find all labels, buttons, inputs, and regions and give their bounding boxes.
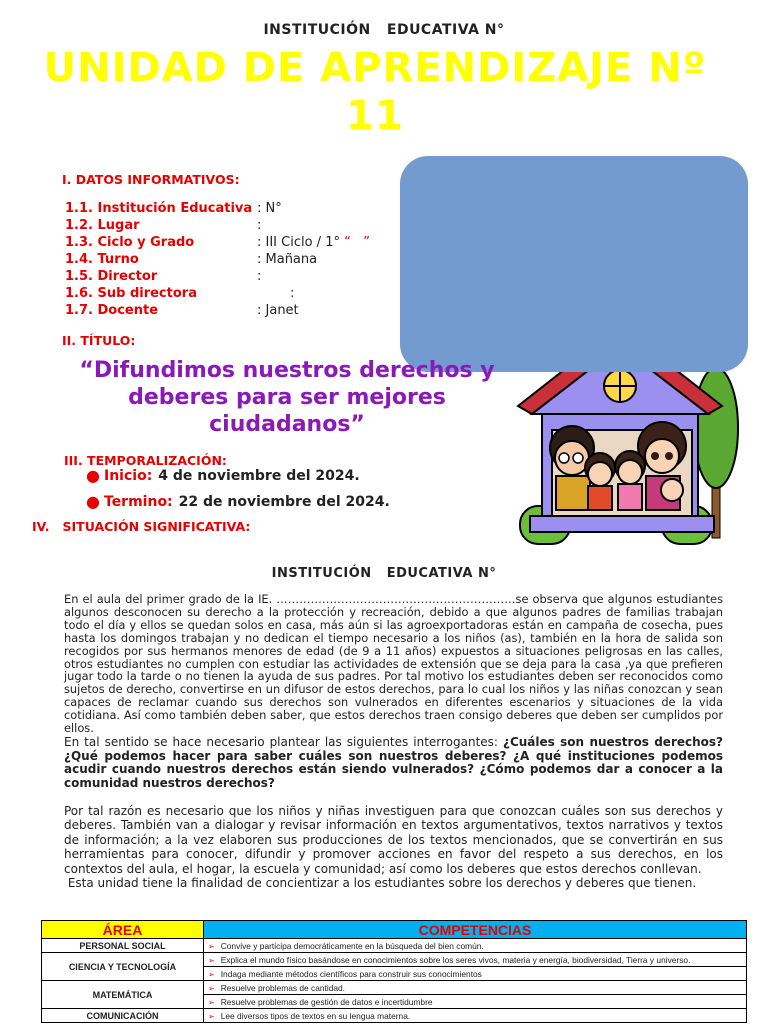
competencias-table [41, 920, 747, 1023]
datos-row [65, 268, 370, 285]
competencia-cell [204, 995, 747, 1009]
competencia-text: Lee diversos tipos de textos en su lengua materna. [220, 1010, 411, 1021]
paragraph-2-intro: En tal sentido se hace necesario plantear las siguientes interrogantes: [64, 735, 503, 749]
paragraph-3-text: Por tal razón es necesario que los niños y niñas investiguen para que conozcan cuáles son sus derechos y deberes. También van a dialogar y revisar información en textos argumentativos, textos narrativos y textos de información; a la vez elaboren sus producciones de los textos mencionados, que se convertirán en sus herramientas para conocer, difundir y promover acciones en favor del respeto a sus derechos, en los contextos del aula, el hogar, la escuela y comunidad; así como los deberes que estos derechos conllevan. [64, 804, 723, 876]
table-row [42, 953, 747, 967]
datos-value: : Mañana [257, 252, 318, 267]
datos-value: : N° [257, 201, 282, 216]
datos-row [65, 200, 370, 217]
arrow-bullet-icon: ➢ [208, 941, 215, 951]
temporalizacion-label: Termino: [104, 493, 173, 510]
competencia-cell [204, 981, 747, 995]
placeholder-image-box [400, 156, 748, 372]
situacion-paragraph-3 [64, 804, 723, 890]
datos-value: : [257, 286, 295, 301]
competencia-cell [204, 953, 747, 967]
datos-row [65, 217, 370, 234]
competencia-cell [204, 1009, 747, 1023]
arrow-bullet-icon: ➢ [208, 983, 215, 993]
temporalizacion-item-termino [86, 492, 390, 511]
area-cell: COMUNICACIÓN [42, 1009, 204, 1023]
area-cell: CIENCIA Y TECNOLOGÍA [42, 953, 204, 981]
temporalizacion-value: 22 de noviembre del 2024. [178, 493, 390, 510]
paragraph-4-text: Esta unidad tiene la finalidad de concientizar a los estudiantes sobre los derechos y deberes que tienen. [64, 876, 697, 891]
header-area: ÁREA [42, 921, 204, 939]
datos-grade-quotes: “ ” [339, 235, 370, 250]
arrow-bullet-icon: ➢ [208, 1011, 215, 1021]
datos-value: : [257, 269, 262, 284]
datos-label: 1.3. Ciclo y Grado [65, 235, 195, 250]
datos-row [65, 234, 370, 251]
arrow-bullet-icon: ➢ [208, 997, 215, 1007]
competencia-text: Resuelve problemas de gestión de datos e incertidumbre [220, 996, 433, 1007]
datos-label: 1.5. Director [65, 269, 158, 284]
competencia-cell [204, 967, 747, 981]
datos-row [65, 302, 370, 319]
table-row [42, 939, 747, 953]
institucion-header: INSTITUCIÓN EDUCATIVA N° [263, 22, 505, 38]
situacion-paragraph-2 [64, 736, 723, 790]
competencia-cell [204, 939, 747, 953]
datos-label: 1.6. Sub directora [65, 286, 197, 301]
datos-label: 1.2. Lugar [65, 218, 140, 233]
datos-list [65, 200, 370, 319]
datos-label: 1.4. Turno [65, 252, 139, 267]
datos-row [65, 251, 370, 268]
temporalizacion-heading: III. TEMPORALIZACIÓN: [64, 453, 227, 468]
situacion-institucion: INSTITUCIÓN EDUCATIVA N° [271, 566, 497, 581]
temporalizacion-value: 4 de noviembre del 2024. [158, 467, 360, 484]
datos-heading: I. DATOS INFORMATIVOS: [62, 172, 240, 187]
datos-row [65, 285, 370, 302]
titulo-heading: II. TÍTULO: [62, 333, 136, 348]
area-cell: MATEMÁTICA [42, 981, 204, 1009]
table-row [42, 1009, 747, 1023]
arrow-bullet-icon: ➢ [208, 969, 215, 979]
paragraph-2-questions: ¿Cuáles son nuestros derechos? ¿Qué podemos hacer para saber cuáles son nuestros deberes? ¿A qué instituciones podemos acudir cuando nuestros derechos están siendo vulnerados? ¿Cómo podemos dar a conocer a la comunidad nuestros derechos? [64, 735, 723, 790]
datos-label: 1.7. Docente [65, 303, 159, 318]
table-row [42, 981, 747, 995]
header-competencias: COMPETENCIAS [204, 921, 747, 939]
competencia-text: Resuelve problemas de cantidad. [220, 982, 346, 993]
competencia-text: Convive y participa democráticamente en la búsqueda del bien común. [220, 940, 484, 951]
datos-value: : [257, 218, 262, 233]
datos-value: : III Ciclo / 1° [257, 235, 340, 250]
arrow-bullet-icon: ➢ [208, 955, 215, 965]
area-cell: PERSONAL SOCIAL [42, 939, 204, 953]
situacion-paragraph-1: En el aula del primer grado de la IE. ………………………………………………………se observa que algunos estudiantes algunos desconocen su derecho a la protección y recreación, debido a que algunos padres de familias trabajan todo el día y ellos se quedan solos en casa, más aún si las agroexportadoras están en campaña de cosecha, pues hasta los domingos trabajan y no dedican el tiempo necesario a los niños (as), también en la hora de salida son recogidos por sus hermanos menores de edad (de 9 a 11 años) expuestos a situaciones peligrosas en las calles, otros estudiantes no cumplen con estudiar las actividades de extensión que se deja para la casa ,ya que prefieren jugar todo la tarde o no tienen la ayuda de sus padres. Por tal motivo los estudiantes deben ser reconocidos como sujetos de derecho, convertirse en un difusor de estos derechos, para lo cual los niños y las niñas conozcan y sean capaces de reclamar cuando sus derechos son vulnerados en diferentes escenarios y situaciones de la vida cotidiana. Así como también deben saber, que estos derechos traen consigo deberes que deben ser cumplidos por ellos. [64, 592, 723, 736]
unidad-title: UNIDAD DE APRENDIZAJE Nº 11 [43, 45, 707, 139]
table-header-row [42, 921, 747, 939]
datos-label: 1.1. Institución Educativa [65, 201, 253, 216]
bullet-dot-icon: ● [86, 492, 100, 511]
temporalizacion-item-inicio [86, 466, 390, 485]
temporalizacion-list [86, 466, 390, 518]
bullet-dot-icon: ● [86, 466, 100, 485]
unit-title-text: “Difundimos nuestros derechos y deberes para ser mejores ciudadanos” [79, 358, 495, 437]
datos-value: : Janet [257, 303, 299, 318]
temporalizacion-label: Inicio: [104, 467, 153, 484]
competencia-text: Indaga mediante métodos científicos para construir sus conocimientos [220, 968, 482, 979]
situacion-heading: IV. SITUACIÓN SIGNIFICATIVA: [32, 519, 251, 534]
competencia-text: Explica el mundo físico basándose en conocimientos sobre los seres vivos, materia y energía, biodiversidad, Tierra y universo. [220, 954, 691, 965]
